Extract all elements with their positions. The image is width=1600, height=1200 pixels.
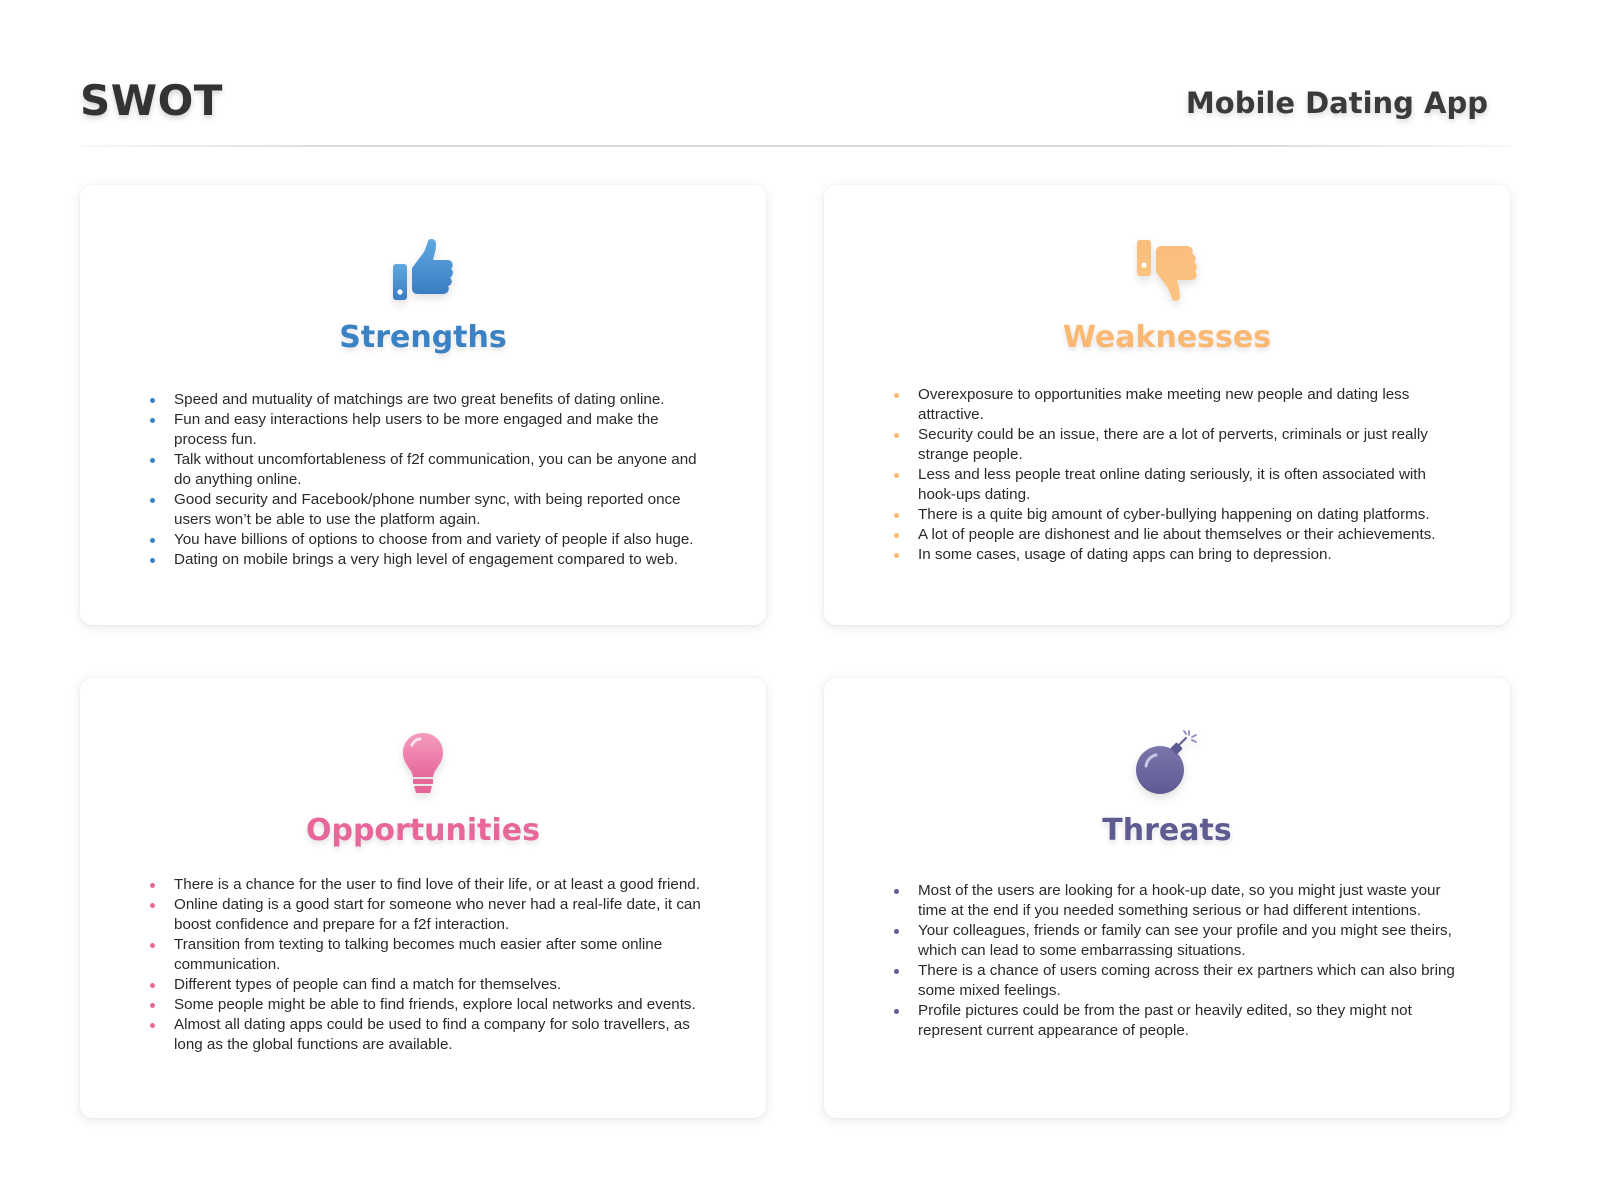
opportunities-list xyxy=(150,875,716,1055)
bullet-icon xyxy=(894,513,899,518)
list-item: Transition from texting to talking becomes much easier after some online communication. xyxy=(150,935,716,975)
list-item: Talk without uncomfortableness of f2f communication, you can be anyone and do anything online. xyxy=(150,450,716,490)
list-item: There is a chance for the user to find love of their life, or at least a good friend. xyxy=(150,875,716,895)
bullet-icon xyxy=(894,553,899,558)
threats-card xyxy=(824,678,1510,1118)
bullet-icon xyxy=(150,418,155,423)
bullet-icon xyxy=(894,889,899,894)
list-item: Fun and easy interactions help users to be more engaged and make the process fun. xyxy=(150,410,716,450)
page-subtitle: Mobile Dating App xyxy=(1185,86,1488,120)
strengths-card xyxy=(80,185,766,625)
list-item: Overexposure to opportunities make meeting new people and dating less attractive. xyxy=(894,385,1460,425)
bullet-icon xyxy=(150,1023,155,1028)
list-item: Dating on mobile brings a very high level of engagement compared to web. xyxy=(150,550,716,570)
bullet-icon xyxy=(894,929,899,934)
threats-title: Threats xyxy=(1102,813,1232,848)
list-item: Online dating is a good start for someone who never had a real-life date, it can boost confidence and prepare for a f2f interaction. xyxy=(150,895,716,935)
bullet-icon xyxy=(894,533,899,538)
bullet-icon xyxy=(894,1009,899,1014)
list-item: Almost all dating apps could be used to find a company for solo travellers, as long as the global functions are available. xyxy=(150,1015,716,1055)
list-item: Good security and Facebook/phone number sync, with being reported once users won’t be able to use the platform again. xyxy=(150,490,716,530)
list-item: In some cases, usage of dating apps can bring to depression. xyxy=(894,545,1460,565)
header-divider xyxy=(80,145,1510,147)
lightbulb-icon xyxy=(80,730,766,796)
strengths-list xyxy=(150,390,716,570)
bullet-icon xyxy=(150,943,155,948)
list-item: Some people might be able to find friends, explore local networks and events. xyxy=(150,995,716,1015)
bullet-icon xyxy=(894,433,899,438)
bullet-icon xyxy=(894,969,899,974)
list-item: You have billions of options to choose from and variety of people if also huge. xyxy=(150,530,716,550)
list-item: Profile pictures could be from the past or heavily edited, so they might not represent current appearance of people. xyxy=(894,1001,1460,1041)
list-item: There is a chance of users coming across their ex partners which can also bring some mixed feelings. xyxy=(894,961,1460,1001)
list-item: Most of the users are looking for a hook-up date, so you might just waste your time at the end if you needed something serious or had different intentions. xyxy=(894,881,1460,921)
list-item: A lot of people are dishonest and lie about themselves or their achievements. xyxy=(894,525,1460,545)
page-title: SWOT xyxy=(80,76,223,125)
weaknesses-title: Weaknesses xyxy=(1062,320,1272,355)
strengths-title: Strengths xyxy=(339,320,507,355)
list-item: There is a quite big amount of cyber-bullying happening on dating platforms. xyxy=(894,505,1460,525)
list-item: Security could be an issue, there are a lot of perverts, criminals or just really strange people. xyxy=(894,425,1460,465)
weaknesses-card xyxy=(824,185,1510,625)
list-item: Less and less people treat online dating seriously, it is often associated with hook-ups dating. xyxy=(894,465,1460,505)
opportunities-title: Opportunities xyxy=(305,813,541,848)
bullet-icon xyxy=(150,983,155,988)
list-item: Speed and mutuality of matchings are two great benefits of dating online. xyxy=(150,390,716,410)
threats-list xyxy=(894,881,1460,1041)
bullet-icon xyxy=(150,558,155,563)
bullet-icon xyxy=(150,1003,155,1008)
list-item: Different types of people can find a match for themselves. xyxy=(150,975,716,995)
bullet-icon xyxy=(894,393,899,398)
thumbs-down-icon xyxy=(824,237,1510,303)
bullet-icon xyxy=(894,473,899,478)
bullet-icon xyxy=(150,458,155,463)
bullet-icon xyxy=(150,498,155,503)
bullet-icon xyxy=(150,883,155,888)
bullet-icon xyxy=(150,538,155,543)
bomb-icon xyxy=(824,730,1510,796)
bullet-icon xyxy=(150,398,155,403)
opportunities-card xyxy=(80,678,766,1118)
bullet-icon xyxy=(150,903,155,908)
list-item: Your colleagues, friends or family can see your profile and you might see theirs, which can lead to some embarrassing situations. xyxy=(894,921,1460,961)
weaknesses-list xyxy=(894,385,1460,565)
thumbs-up-icon xyxy=(80,237,766,303)
